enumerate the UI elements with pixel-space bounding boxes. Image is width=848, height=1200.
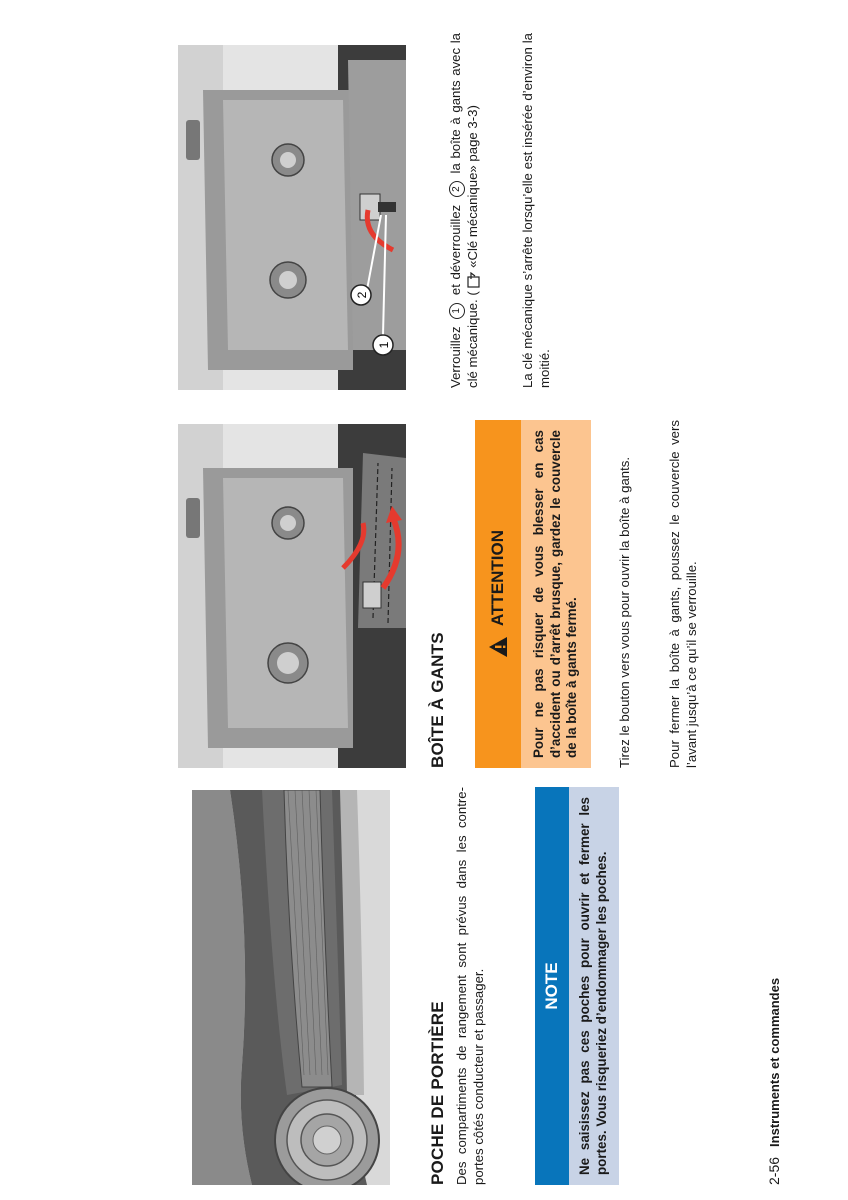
glove-box-open-illustration <box>178 424 406 768</box>
glove-box-lock-figure <box>178 45 406 390</box>
lock-text-mid: et déverrouillez <box>448 204 463 296</box>
callout-2-label: 2 <box>355 291 369 299</box>
chapter-title: Instruments et commandes <box>767 977 782 1147</box>
note-box <box>535 787 619 1185</box>
key-insertion-text: La clé mécanique s’arrête lorsqu’elle est insérée d’environ la moitié. <box>520 33 552 388</box>
note-header <box>535 787 569 1185</box>
lock-page-reference[interactable]: «Clé mécanique» page 3-3) <box>464 105 480 268</box>
callout-1-label: 1 <box>377 341 391 349</box>
mechanical-key <box>378 202 396 212</box>
lock-marker-1: 1 <box>449 303 465 319</box>
warning-box <box>475 420 591 768</box>
glove-box-heading: BOÎTE À GANTS <box>428 632 447 768</box>
lock-text-after: la boîte à gants avec la clé mécanique. ( <box>448 32 480 388</box>
note-label: NOTE <box>542 962 561 1010</box>
door-pocket-body: Des compartiments de rangement sont prévus dans les contre-portes côtés conducteur et passager. <box>454 787 486 1185</box>
door-pocket-illustration <box>192 790 390 1185</box>
warning-label: ATTENTION <box>488 530 507 627</box>
door-pocket-figure <box>192 790 390 1185</box>
lock-instructions <box>448 33 481 388</box>
door-pocket-heading: POCHE DE PORTIÈRE <box>428 1001 447 1185</box>
page-reference-icon <box>467 272 480 288</box>
glove-box-open-figure <box>178 424 406 768</box>
page-number: 2-56 <box>766 1156 782 1185</box>
lock-text-before: Verrouillez <box>448 326 463 388</box>
door-handle-knob <box>275 1088 379 1185</box>
glove-box-close-text: Pour fermer la boîte à gants, poussez le couvercle vers l’avant jusqu’à ce qu’il se verrouille. <box>667 420 699 768</box>
lock-marker-2: 2 <box>449 181 465 197</box>
warning-text: Pour ne pas risquer de vous blesser en cas d’accident ou d’arrêt brusque, gardez le couvercle de la boîte à gants fermé. <box>531 430 580 758</box>
note-text: Ne saisissez pas ces poches pour ouvrir et fermer les portes. Vous risqueriez d’endommager les poches. <box>577 797 609 1175</box>
glove-box-open-text: Tirez le bouton vers vous pour ouvrir la boîte à gants. <box>617 456 632 768</box>
warning-triangle-icon <box>488 636 508 658</box>
warning-header <box>475 420 521 768</box>
page-footer <box>766 978 782 1185</box>
glove-box-lock-illustration <box>178 45 406 390</box>
